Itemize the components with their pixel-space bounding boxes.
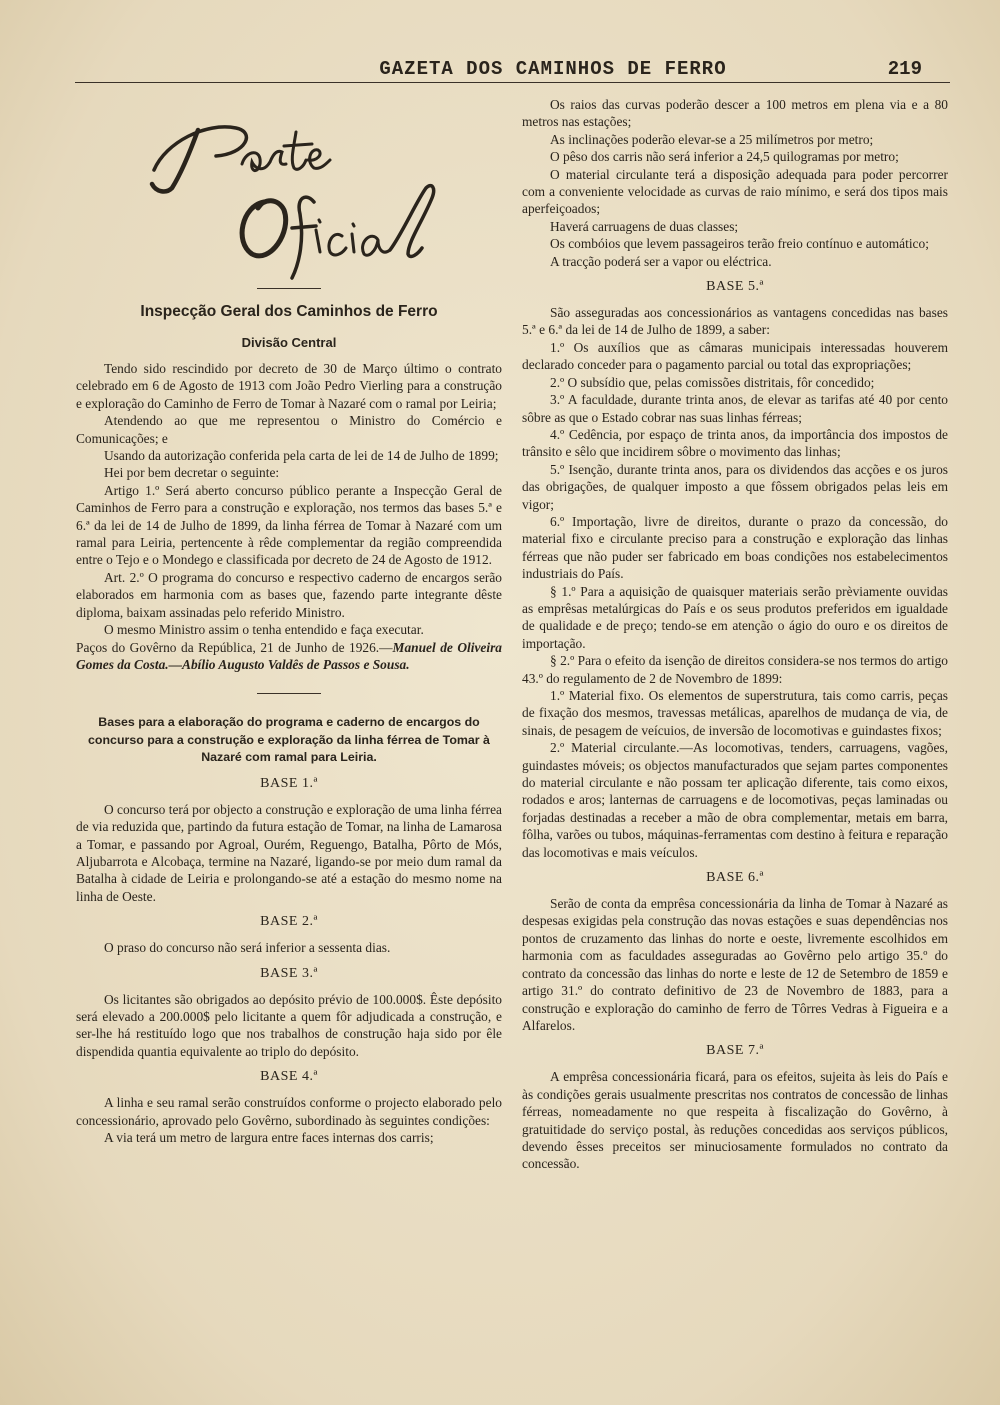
- running-title: GAZETA DOS CAMINHOS DE FERRO: [379, 58, 727, 80]
- page-number: 219: [887, 58, 922, 80]
- parte-oficial-logo: [146, 102, 446, 282]
- base-3-heading: BASE 3.ª: [260, 965, 318, 981]
- decree-paragraph: Artigo 1.º Será aberto concurso público perante a Inspecção Geral de Caminhos de Ferro para a construção e exploração, nos termos das bases 5.ª e 6.ª da lei de 14 de Julho de 1899, da linha férrea de Tomar à Nazaré com um ramal para Leiria, pertencente à rêde complementar da região compreendida entre o Tejo e o Mondego e classificada por decreto de 24 de Agosto de 1912.: [76, 482, 502, 568]
- bases-heading: Bases para a elaboração do programa e caderno de encargos do concurso para a construção e exploração da linha férrea de Tomar à Nazaré com ramal para Leiria.: [88, 715, 490, 765]
- base-5-paragraph: § 2.º Para o efeito da isenção de direitos considera-se nos termos do artigo 43.º do regulamento de 2 de Novembro de 1899:: [522, 653, 948, 686]
- section-rule: [257, 693, 321, 694]
- base-1-heading: BASE 1.ª: [260, 775, 318, 791]
- base-4-paragraph: A via terá um metro de largura entre faces internas dos carris;: [104, 1130, 434, 1146]
- base-5-paragraph: 4.º Cedência, por espaço de trinta anos, da importância dos impostos de trânsito e sêlo que incidirem sôbre o movimento das linhas;: [522, 426, 948, 460]
- base-4-paragraph: Haverá carruagens de duas classes;: [550, 218, 739, 234]
- decree-paragraph: Atendendo ao que me representou o Ministro do Comércio e Comunicações; e: [76, 413, 502, 446]
- base-5-heading: BASE 5.ª: [706, 279, 764, 295]
- page-header: [75, 58, 950, 83]
- base-5-paragraph: 1.º Os auxílios que as câmaras municipais interessadas houverem declarado conceder para o pagamento parcial ou total das expropriações;: [522, 339, 948, 373]
- base-7-heading: BASE 7.ª: [706, 1043, 764, 1059]
- base-5-paragraph: 6.º Importação, livre de direitos, durante o prazo da concessão, do material fixo e circulante preciso para a construção e exploração das linhas férreas que não puder ser fabricado em boas condições nos estabelecimentos industriais do País.: [522, 513, 948, 582]
- right-column: [522, 96, 948, 1173]
- section-subtitle: Divisão Central: [241, 335, 337, 350]
- base-4-heading: BASE 4.ª: [260, 1069, 318, 1085]
- base-4-paragraph: O material circulante terá a disposição adequada para poder percorrer com a conveniente velocidade as curvas de raio mínimo, e será dos tipos mais aperfeiçoados;: [522, 166, 948, 217]
- base-4-paragraph: O pêso dos carris não será inferior a 24,5 quilogramas por metro;: [550, 149, 899, 165]
- section-rule: [257, 288, 321, 289]
- decree-paragraph: Art. 2.º O programa do concurso e respectivo caderno de encargos serão elaborados em harmonia com as bases que, fazendo parte integrante dêste diploma, baixam assinadas pelo referido Ministro.: [76, 569, 502, 620]
- base-4-paragraph: A tracção poderá ser a vapor ou eléctrica.: [550, 253, 772, 269]
- base-4-paragraph: Os raios das curvas poderão descer a 100 metros em plena via e a 80 metros nas estações;: [522, 97, 948, 130]
- base-7-paragraph: A emprêsa concessionária ficará, para os efeitos, sujeita às leis do País e às condições gerais usualmente prescritas nos contratos de concessão de linhas férreas, nomeadamente no que respeita à fiscalização do Govêrno, à gratuitidade do serviço postal, às reduções concedidas aos serviços públicos, devendo êsses preceitos ser minuciosamente formulados no contrato da concessão.: [522, 1069, 948, 1172]
- section-title: Inspecção Geral dos Caminhos de Ferro: [140, 303, 438, 320]
- decree-date: Paços do Govêrno da República, 21 de Junho de 1926.—: [76, 639, 393, 655]
- base-4-paragraph: As inclinações poderão elevar-se a 25 milímetros por metro;: [550, 131, 874, 147]
- base-5-paragraph: 2.º O subsídio que, pelas comissões distritais, fôr concedido;: [550, 374, 875, 390]
- base-5-paragraph: 5.º Isenção, durante trinta anos, para os dividendos das acções e os juros das obrigações, de qualquer imposto a que fôssem obrigados pelas leis em vigor;: [522, 461, 948, 512]
- base-4-paragraph: Os combóios que levem passageiros terão freio contínuo e automático;: [550, 236, 929, 252]
- base-5-paragraph: § 1.º Para a aquisição de quaisquer materiais serão prèviamente ouvidas as emprêsas metalúrgicas do País e os seus produtos preferidos em igualdade de qualidade e de preço; tendo-se em atenção o ágio do ouro e os direitos de importação.: [522, 583, 948, 651]
- base-6-heading: BASE 6.ª: [706, 870, 764, 886]
- base-5-paragraph: 2.º Material circulante.—As locomotivas, tenders, carruagens, vagões, guindastes móveis; os objectos manufacturados que sejam partes componentes do material circulante e não possam ter aplicação diferente, tais como eixos, rodados e aros; lanternas de carruagens e de locomotivas, peças laminadas ou forjadas destinadas a receber a mão de obra complementar, metais em barra, fôlha, varões ou tubos, máquinas-ferramentas com destino à feitura e reparação das locomotivas e mais veículos.: [522, 740, 948, 860]
- decree-paragraph: Usando da autorização conferida pela carta de lei de 14 de Julho de 1899;: [104, 448, 499, 464]
- base-5-paragraph: São asseguradas aos concessionários as vantagens concedidas nas bases 5.ª e 6.ª da lei de 14 de Julho de 1899, a saber:: [522, 305, 948, 338]
- decree-text: [76, 360, 502, 673]
- decree-paragraph: Hei por bem decretar o seguinte:: [104, 465, 280, 481]
- base-2-heading: BASE 2.ª: [260, 914, 318, 930]
- base-2-paragraph: O praso do concurso não será inferior a sessenta dias.: [104, 940, 391, 956]
- decree-paragraph: O mesmo Ministro assim o tenha entendido e faça executar.: [104, 622, 424, 638]
- decree-closing: [76, 639, 502, 674]
- base-6-paragraph: Serão de conta da emprêsa concessionária da linha de Tomar à Nazaré as despesas exigidas pela construção das novas estações e suas dependências nos pontos de cruzamento das linhas do norte e oeste, livremente escolhidos em harmonia com as faculdades asseguradas ao Govêrno pelo artigo 35.º do contrato da concessão das linhas do norte e leste de 12 de Setembro de 1859 e artigo 31.º do contrato definitivo de 23 de Novembro de 1883, para a construção e exploração do caminho de ferro de Tôrres Vedras à Figueira e a Alfarelos.: [522, 896, 948, 1033]
- base-1-paragraph: O concurso terá por objecto a construção e exploração de uma linha férrea de via reduzida que, partindo da futura estação de Tomar, na linha de Lamarosa a Tomar, e passando por Agroal, Ourém, Reguengo, Batalha, Pôrto de Mós, Aljubarrota e Alcobaça, termine na Nazaré, ligando-se por meio dum ramal da Batalha à cidade de Leiria e prolongando-se até a estação do mesmo nome na linha de Oeste.: [76, 801, 502, 904]
- base-3-paragraph: Os licitantes são obrigados ao depósito prévio de 100.000$. Êste depósito será elevado a 200.000$ pelo licitante a quem fôr adjudicada a construção, e ser-lhe há restituído logo que nos trabalhos de construção haja sido por êle dispendida quantia equivalente ao triplo do depósito.: [76, 991, 502, 1059]
- decree-paragraph: Tendo sido rescindido por decreto de 30 de Março último o contrato celebrado em 6 de Agosto de 1913 com João Pedro Vierling para a construção e exploração do Caminho de Ferro de Tomar à Nazaré com o ramal por Leiria;: [76, 361, 502, 411]
- decree-signatures: Manuel de Oliveira Gomes da Costa.—Abílio Augusto Valdês de Passos e Sousa.: [76, 639, 502, 672]
- base-5-paragraph: 1.º Material fixo. Os elementos de superstrutura, tais como carris, peças de fixação dos mesmos, travessas metálicas, aparelhos de mudança de via, de sinais, de pesagem de veícuios, de inversão de locomotivas e guindastes fixos;: [522, 688, 948, 738]
- base-4-paragraph: A linha e seu ramal serão construídos conforme o projecto elaborado pelo concessionário, aprovado pelo Govêrno, subordinado às seguintes condições:: [76, 1095, 502, 1128]
- base-5-paragraph: 3.º A faculdade, durante trinta anos, de elevar as tarifas até 40 por cento sôbre as que o Estado cobrar nas suas linhas férreas;: [522, 392, 948, 425]
- left-column: [76, 92, 502, 1147]
